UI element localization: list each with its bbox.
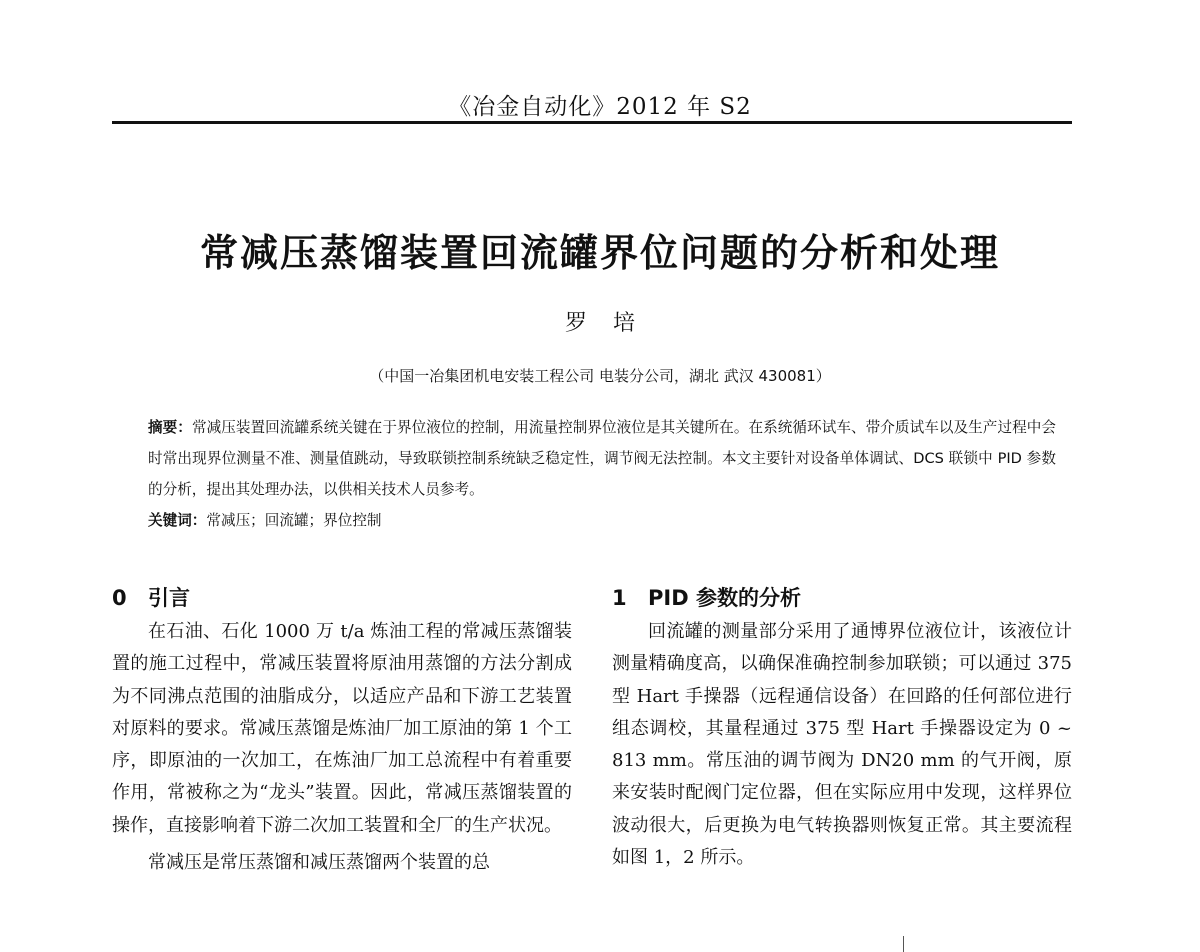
journal-header: 《冶金自动化》2012 年 S2 <box>448 94 752 120</box>
section-0-number: 0 <box>112 586 127 610</box>
abstract-label: 摘要： <box>148 419 192 436</box>
section-1-heading <box>612 580 1072 616</box>
abstract-block <box>148 412 1056 536</box>
paper-title: 常减压蒸馏装置回流罐界位问题的分析和处理 <box>199 231 1000 275</box>
right-column <box>612 580 1072 874</box>
keywords-line <box>148 505 1056 536</box>
left-column <box>112 580 572 879</box>
keywords-label: 关键词： <box>148 512 207 529</box>
author-name: 罗培 <box>564 311 661 336</box>
section-0-paragraph-2: 常减压是常压蒸馏和减压蒸馏两个装置的总 <box>148 852 490 874</box>
abstract-text: 常减压装置回流罐系统关键在于界位液位的控制，用流量控制界位液位是其关键所在。在系统循环试车、带介质试车以及生产过程中会时常出现界位测量不准、测量值跳动，导致联锁控制系统缺乏稳定性，调节阀无法控制。本文主要针对设备单体调试、DCS 联锁中 PID 参数的分析，提出其处理办法，以供相关技术人员参考。 <box>148 419 1056 498</box>
affiliation: （中国一冶集团机电安装工程公司 电装分公司，湖北 武汉 430081） <box>369 367 831 385</box>
section-0-title: 引言 <box>148 586 190 610</box>
section-1-paragraph-1: 回流罐的测量部分采用了通博界位液位计，该液位计测量精确度高，以确保准确控制参加联锁；可以通过 375 型 Hart 手操器（远程通信设备）在回路的任何部位进行组态调校，其量程通过 375 型 Hart 手操器设定为 0 ~ 813 mm。常压油的调节阀为 DN20 mm 的气开阀，原来安装时配阀门定位器，但在实际应用中发现，这样界位波动很大，后更换为电气转换器则恢复正常。其主要流程如图 1，2 所示。 <box>612 621 1072 869</box>
section-0-paragraph-1: 在石油、石化 1000 万 t/a 炼油工程的常减压蒸馏装置的施工过程中，常减压装置将原油用蒸馏的方法分割成为不同沸点范围的油脂成分，以适应产品和下游工艺装置对原料的要求。常减压蒸馏是炼油厂加工原油的第 1 个工序，即原油的一次加工，在炼油厂加工总流程中有着重要作用，常被称之为“龙头”装置。因此，常减压蒸馏装置的操作，直接影响着下游二次加工装置和全厂的生产状况。 <box>112 621 572 836</box>
section-0-heading <box>112 580 572 616</box>
section-1-number: 1 <box>612 586 627 610</box>
keywords-text: 常减压；回流罐；界位控制 <box>206 512 382 529</box>
scan-mark <box>903 936 904 952</box>
header-rule <box>112 121 1072 124</box>
section-1-title: PID 参数的分析 <box>648 586 801 610</box>
abstract-paragraph <box>148 412 1056 505</box>
